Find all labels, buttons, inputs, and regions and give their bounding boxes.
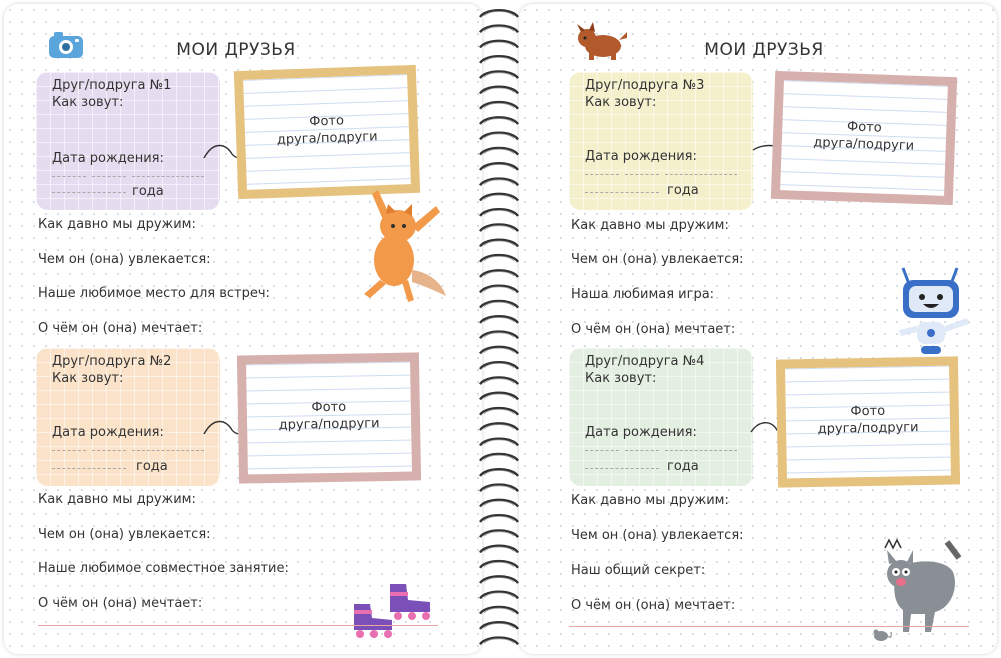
question-label: Как давно мы дружим: bbox=[38, 217, 196, 232]
photo-frame[interactable] bbox=[234, 65, 420, 199]
birth-label: Дата рождения: bbox=[52, 425, 164, 440]
page-title: МОИ ДРУЗЬЯ bbox=[176, 40, 296, 60]
question-label: Как давно мы дружим: bbox=[571, 218, 729, 233]
camera-icon bbox=[48, 30, 84, 64]
photo-label: Фото bbox=[850, 403, 886, 420]
date-field-line[interactable] bbox=[92, 450, 126, 451]
question-label: Чем он (она) увлекается: bbox=[38, 527, 211, 542]
question-label: Наш общий секрет: bbox=[571, 563, 706, 578]
question-label: Чем он (она) увлекается: bbox=[571, 528, 744, 543]
date-field-line[interactable] bbox=[625, 174, 659, 175]
question-label: Чем он (она) увлекается: bbox=[38, 252, 211, 267]
question-label: О чём он (она) мечтает: bbox=[38, 596, 203, 611]
photo-label: друга/подруги bbox=[813, 135, 915, 154]
birth-label: Дата рождения: bbox=[585, 149, 697, 164]
date-field-line[interactable] bbox=[132, 450, 204, 451]
name-label: Как зовут: bbox=[52, 95, 124, 110]
question-label: О чём он (она) мечтает: bbox=[571, 598, 736, 613]
question-label: Наше любимое место для встреч: bbox=[38, 286, 270, 301]
question-label: Наше любимое совместное занятие: bbox=[38, 561, 289, 576]
dog-icon bbox=[575, 22, 629, 62]
friend-heading: Друг/подруга №2 bbox=[52, 354, 172, 369]
friend-heading: Друг/подруга №3 bbox=[585, 78, 705, 93]
year-field-line[interactable] bbox=[52, 192, 126, 193]
friend-card-3 bbox=[569, 72, 753, 210]
question-label: Как давно мы дружим: bbox=[571, 493, 729, 508]
friend-card-4 bbox=[569, 348, 753, 486]
birth-label: Дата рождения: bbox=[585, 425, 697, 440]
divider-line bbox=[38, 625, 438, 626]
date-field-line[interactable] bbox=[585, 174, 619, 175]
photo-label: Фото bbox=[311, 399, 347, 416]
year-label: года bbox=[132, 184, 164, 199]
date-field-line[interactable] bbox=[625, 450, 659, 451]
photo-label: Фото bbox=[309, 113, 345, 130]
name-label: Как зовут: bbox=[585, 371, 657, 386]
name-label: Как зовут: bbox=[52, 371, 124, 386]
friend-heading: Друг/подруга №4 bbox=[585, 354, 705, 369]
date-field-line[interactable] bbox=[92, 176, 126, 177]
year-field-line[interactable] bbox=[52, 468, 126, 469]
spiral-binding bbox=[472, 0, 526, 658]
year-label: года bbox=[667, 183, 699, 198]
left-page bbox=[4, 4, 482, 654]
question-label: Как давно мы дружим: bbox=[38, 492, 196, 507]
year-label: года bbox=[667, 459, 699, 474]
scared-cat-icon bbox=[875, 538, 965, 638]
photo-label: друга/подруги bbox=[276, 129, 378, 148]
right-page bbox=[519, 4, 997, 654]
date-field-line[interactable] bbox=[132, 176, 204, 177]
friend-card-2 bbox=[36, 348, 220, 486]
page-title: МОИ ДРУЗЬЯ bbox=[704, 40, 824, 60]
photo-label: друга/подруги bbox=[817, 420, 919, 437]
friend-heading: Друг/подруга №1 bbox=[52, 78, 172, 93]
roller-skates-icon bbox=[350, 580, 434, 640]
date-field-line[interactable] bbox=[665, 450, 737, 451]
robot-icon bbox=[891, 266, 975, 356]
question-label: О чём он (она) мечтает: bbox=[38, 321, 203, 336]
photo-frame[interactable] bbox=[237, 352, 421, 483]
date-field-line[interactable] bbox=[585, 450, 619, 451]
year-field-line[interactable] bbox=[585, 192, 659, 193]
name-label: Как зовут: bbox=[585, 95, 657, 110]
question-label: Наша любимая игра: bbox=[571, 287, 715, 302]
cat-icon bbox=[350, 186, 450, 306]
year-label: года bbox=[136, 459, 168, 474]
question-label: О чём он (она) мечтает: bbox=[571, 322, 736, 337]
date-field-line[interactable] bbox=[52, 450, 86, 451]
date-field-line[interactable] bbox=[52, 176, 86, 177]
photo-label: друга/подруги bbox=[278, 416, 380, 433]
divider-line bbox=[569, 626, 969, 627]
photo-label: Фото bbox=[846, 119, 882, 136]
question-label: Чем он (она) увлекается: bbox=[571, 252, 744, 267]
mouse-icon bbox=[871, 628, 893, 642]
birth-label: Дата рождения: bbox=[52, 151, 164, 166]
photo-frame[interactable] bbox=[771, 71, 957, 205]
date-field-line[interactable] bbox=[665, 174, 737, 175]
friend-card-1 bbox=[36, 72, 220, 210]
year-field-line[interactable] bbox=[585, 468, 659, 469]
photo-frame[interactable] bbox=[776, 356, 960, 487]
